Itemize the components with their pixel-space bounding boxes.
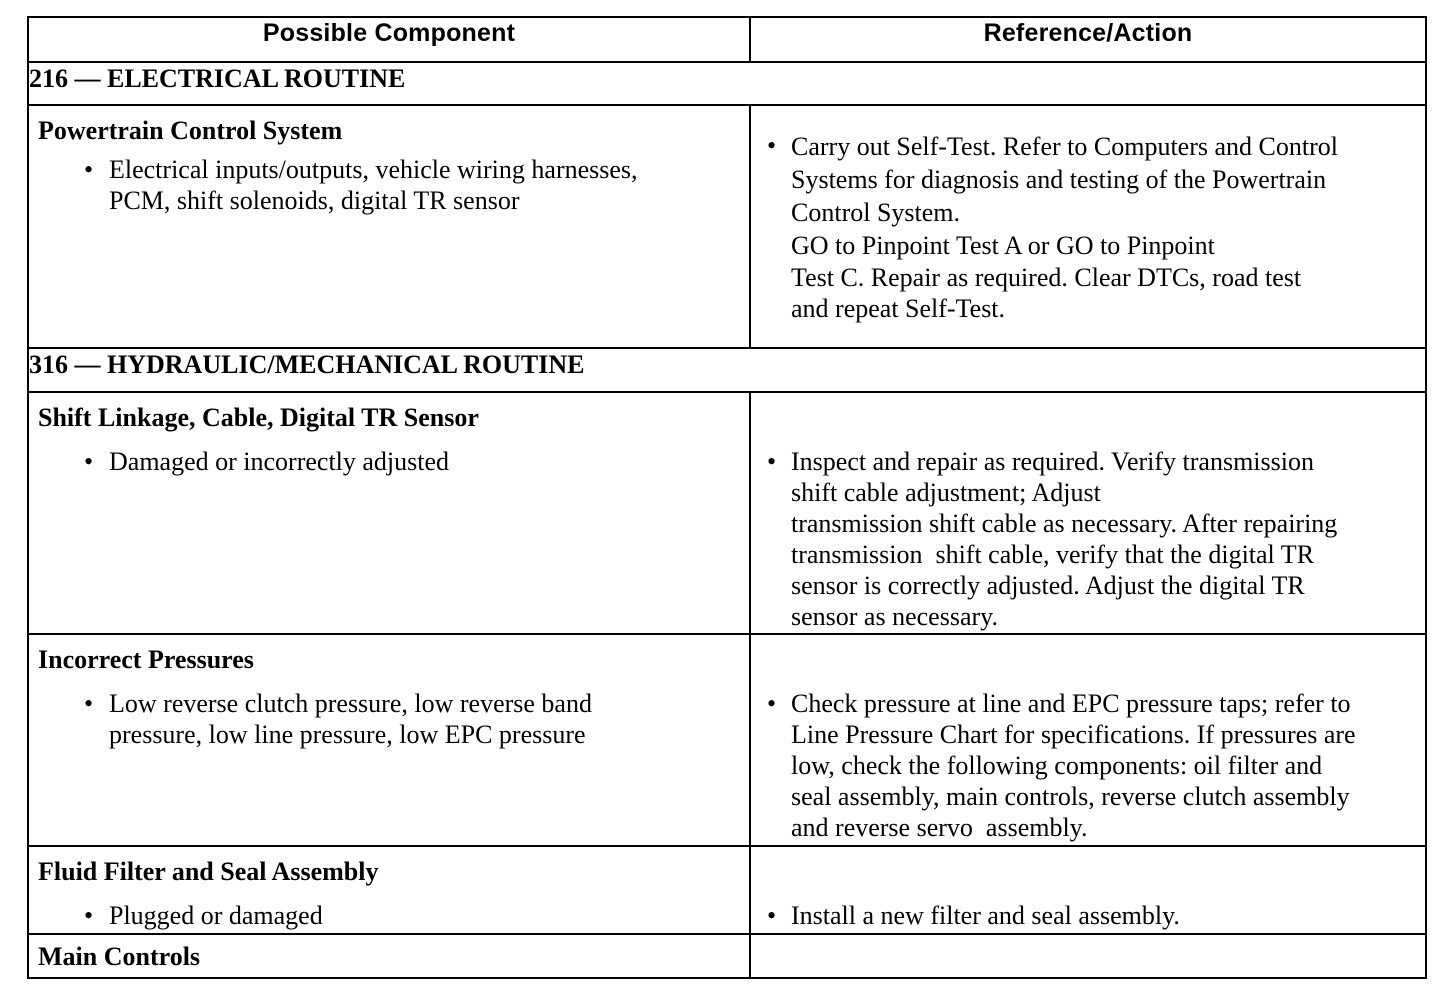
action-line: Inspect and repair as required. Verify transmission: [791, 447, 1314, 476]
action-line: transmission shift cable, verify that the digital TR: [791, 540, 1315, 569]
component-cell: [28, 392, 750, 634]
action-line: Systems for diagnosis and testing of the Powertrain: [791, 165, 1327, 194]
cause-line: pressure, low line pressure, low EPC pressure: [109, 720, 586, 749]
table-row: [28, 392, 1426, 634]
table-row: [28, 634, 1426, 846]
bullet-icon: •: [767, 447, 777, 476]
action-item: [751, 446, 1425, 632]
bullet-icon: •: [767, 689, 777, 718]
component-cell: [28, 934, 750, 978]
action-line: shift cable adjustment; Adjust: [791, 478, 1101, 507]
cause-item: [29, 446, 749, 477]
table-header-row: [28, 17, 1426, 62]
bullet-icon: •: [767, 901, 777, 930]
routine-216-heading: 216 — ELECTRICAL ROUTINE: [28, 62, 1426, 105]
table-row: [28, 934, 1426, 978]
cause-line: Damaged or incorrectly adjusted: [109, 447, 450, 476]
action-line: GO to Pinpoint Test A or GO to Pinpoint: [791, 231, 1215, 260]
bullet-icon: •: [84, 447, 94, 476]
action-line: sensor as necessary.: [791, 602, 998, 631]
cause-line: Plugged or damaged: [109, 901, 323, 930]
action-line: seal assembly, main controls, reverse clutch assembly: [791, 782, 1350, 811]
action-cell: [750, 846, 1426, 934]
table-row: [28, 846, 1426, 934]
action-line: transmission shift cable as necessary. After repairing: [791, 509, 1338, 538]
action-cell: [750, 634, 1426, 846]
action-line: Carry out Self-Test. Refer to Computers and Control: [791, 132, 1338, 161]
component-title: Fluid Filter and Seal Assembly: [38, 857, 379, 886]
action-item: [751, 900, 1425, 931]
cause-line: PCM, shift solenoids, digital TR sensor: [109, 186, 520, 215]
action-line: Control System.: [791, 198, 961, 227]
action-line: sensor is correctly adjusted. Adjust the digital TR: [791, 571, 1305, 600]
bullet-icon: •: [767, 131, 777, 160]
component-title: Powertrain Control System: [38, 116, 343, 145]
column-header-action: Reference/Action: [750, 17, 1426, 62]
table-row: [28, 105, 1426, 348]
action-cell: [750, 934, 1426, 978]
action-item: [751, 688, 1425, 843]
action-line: and repeat Self-Test.: [791, 294, 1006, 323]
cause-item: [29, 688, 749, 750]
action-line: and reverse servo assembly.: [791, 813, 1088, 842]
action-line: Test C. Repair as required. Clear DTCs, road test: [791, 263, 1302, 292]
column-header-component: Possible Component: [28, 17, 750, 62]
routine-316-heading: 316 — HYDRAULIC/MECHANICAL ROUTINE: [28, 348, 1426, 392]
routine-row: [28, 348, 1426, 392]
bullet-icon: •: [84, 901, 94, 930]
component-cell: [28, 846, 750, 934]
diagnosis-table: [27, 16, 1427, 979]
routine-row: [28, 62, 1426, 105]
component-title: Shift Linkage, Cable, Digital TR Sensor: [38, 403, 479, 432]
action-line: Line Pressure Chart for specifications. If pressures are: [791, 720, 1356, 749]
component-title: Main Controls: [38, 942, 201, 971]
action-item: [751, 130, 1425, 324]
bullet-icon: •: [84, 689, 94, 718]
cause-item: [29, 900, 749, 931]
action-line: Install a new filter and seal assembly.: [791, 901, 1180, 930]
cause-line: Electrical inputs/outputs, vehicle wiring harnesses,: [109, 155, 638, 184]
diagnosis-table-page: [27, 16, 1425, 978]
action-line: low, check the following components: oil filter and: [791, 751, 1323, 780]
cause-item: [29, 154, 749, 216]
action-cell: [750, 105, 1426, 348]
bullet-icon: •: [84, 155, 94, 184]
component-cell: [28, 105, 750, 348]
component-title: Incorrect Pressures: [38, 645, 254, 674]
action-line: Check pressure at line and EPC pressure taps; refer to: [791, 689, 1351, 718]
cause-line: Low reverse clutch pressure, low reverse band: [109, 689, 592, 718]
component-cell: [28, 634, 750, 846]
action-cell: [750, 392, 1426, 634]
